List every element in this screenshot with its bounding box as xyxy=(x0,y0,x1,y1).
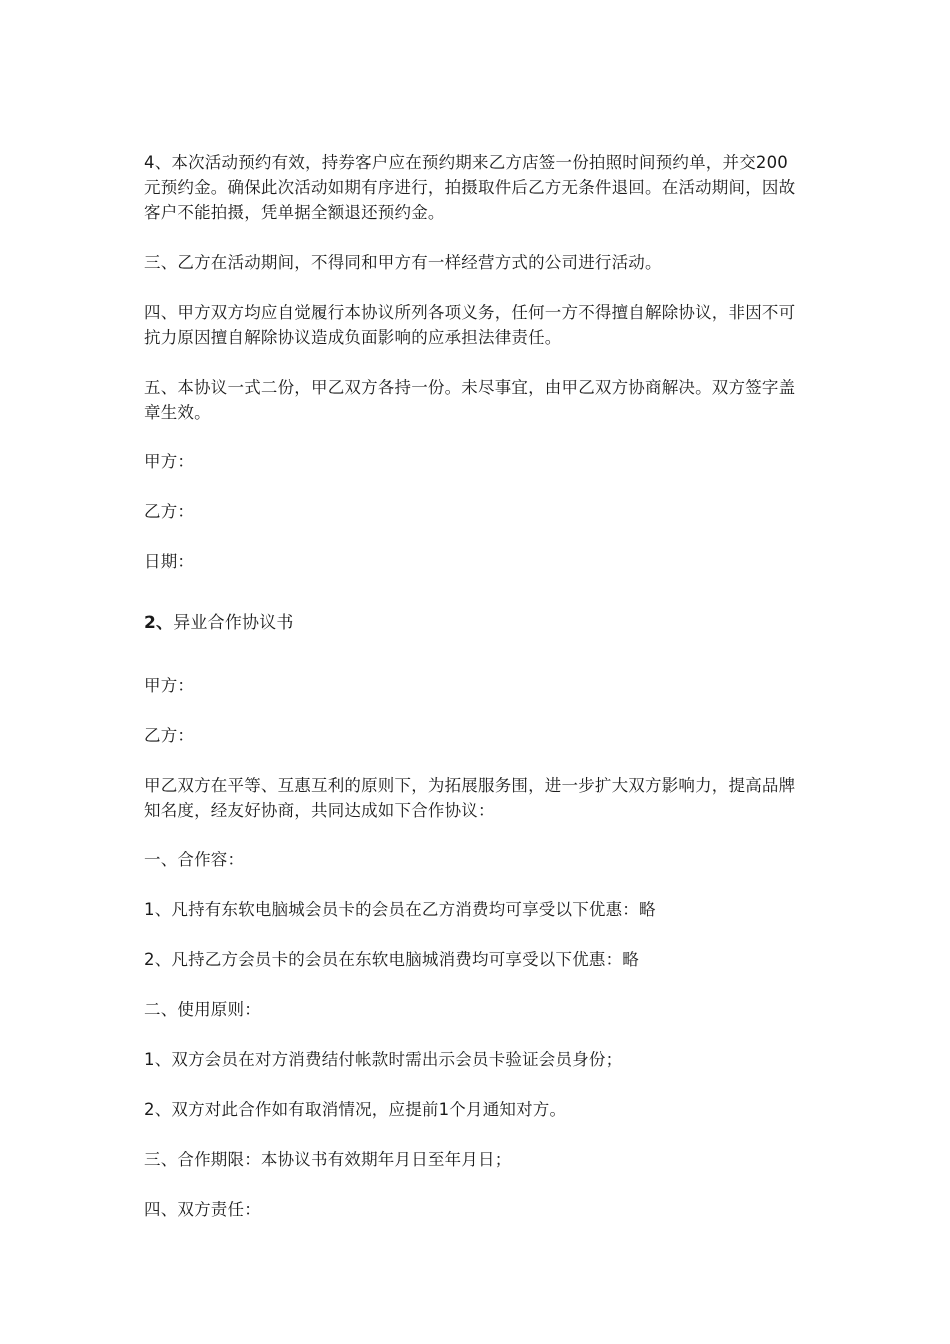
date-signature-line: 日期： xyxy=(144,552,195,571)
content-item-2: 2、凡持乙方会员卡的会员在东软电脑城消费均可享受以下优惠：略 xyxy=(144,950,639,969)
content-item-1: 1、凡持有东软电脑城会员卡的会员在乙方消费均可享受以下优惠：略 xyxy=(144,900,656,919)
party-b-line: 乙方： xyxy=(144,726,195,745)
clause-four-paragraph: 四、甲方双方均应自觉履行本协议所列各项义务，任何一方不得擅自解除协议，非因不可抗力原因擅自解除协议造成负面影响的应承担法律责任。 xyxy=(144,303,796,347)
responsibilities-heading: 四、双方责任： xyxy=(144,1200,261,1219)
principle-item-2: 2、双方对此合作如有取消情况，应提前1个月通知对方。 xyxy=(144,1100,567,1119)
party-a-line: 甲方： xyxy=(144,676,195,695)
clause-4-paragraph: 4、本次活动预约有效，持券客户应在预约期来乙方店签一份拍照时间预约单，并交200元预约金。确保此次活动如期有序进行，拍摄取件后乙方无条件退回。在活动期间，因故客户不能拍摄，凭单据全额退还预约金。 xyxy=(144,153,796,222)
principle-item-1: 1、双方会员在对方消费结付帐款时需出示会员卡验证会员身份； xyxy=(144,1050,623,1069)
clause-five-paragraph: 五、本协议一式二份，甲乙双方各持一份。未尽事宜，由甲乙双方协商解决。双方签字盖章生效。 xyxy=(144,378,796,422)
section-heading-title: 异业合作协议书 xyxy=(173,613,294,633)
clause-three-paragraph: 三、乙方在活动期间，不得同和甲方有一样经营方式的公司进行活动。 xyxy=(144,253,662,272)
cooperation-period-line: 三、合作期限：本协议书有效期年月日至年月日； xyxy=(144,1150,512,1169)
party-a-signature-line: 甲方： xyxy=(144,452,195,471)
preamble-paragraph: 甲乙双方在平等、互惠互利的原则下，为拓展服务围，进一步扩大双方影响力，提高品牌知名度，经友好协商，共同达成如下合作协议： xyxy=(144,776,796,820)
party-b-signature-line: 乙方： xyxy=(144,502,195,521)
section-heading-number: 2、 xyxy=(144,613,174,633)
cooperation-content-heading: 一、合作容： xyxy=(144,850,245,869)
usage-principles-heading: 二、使用原则： xyxy=(144,1000,261,1019)
section-heading xyxy=(144,611,800,636)
